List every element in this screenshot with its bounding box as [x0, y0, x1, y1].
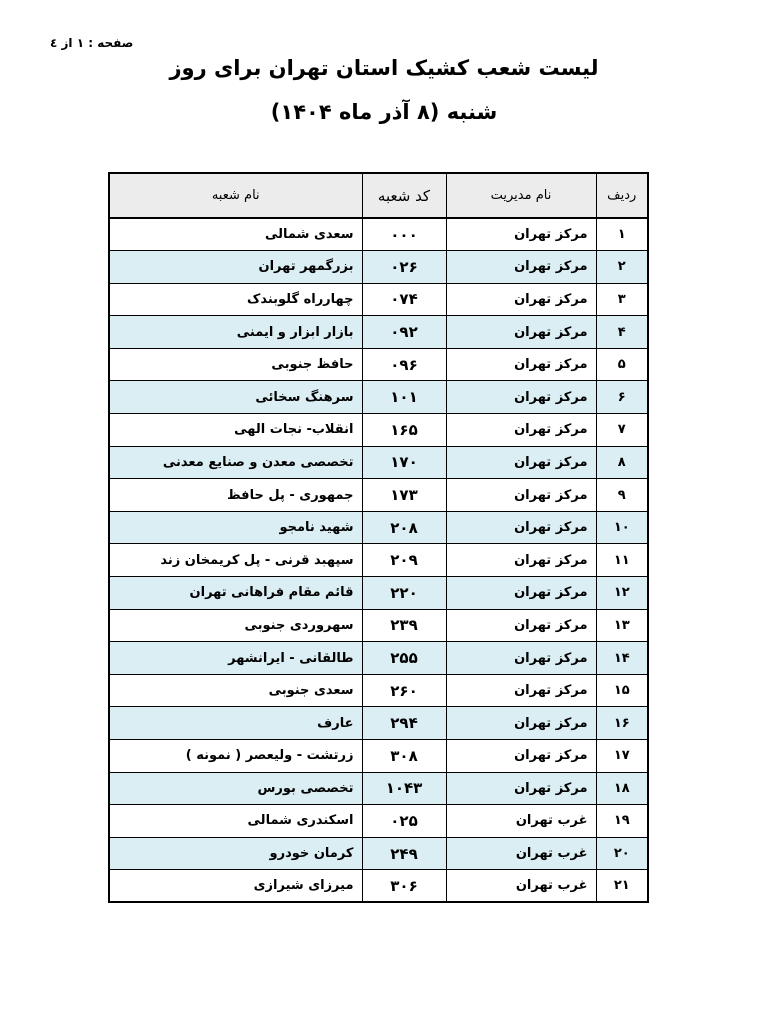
- table-row: [109, 348, 648, 381]
- cell-management: غرب تهران: [446, 870, 596, 903]
- cell-branch-code: ۲۲۰: [362, 577, 446, 610]
- table-row: [109, 870, 648, 903]
- cell-branch-name: چهارراه گلوبندک: [109, 283, 362, 316]
- table-row: [109, 283, 648, 316]
- cell-row-number: ۱۷: [596, 740, 648, 773]
- table-row: [109, 218, 648, 251]
- header-code: کد شعبه: [362, 173, 446, 218]
- cell-branch-code: ۰۲۶: [362, 251, 446, 284]
- cell-row-number: ۸: [596, 446, 648, 479]
- table-row: [109, 544, 648, 577]
- page-subtitle-date: شنبه (۸ آذر ماه ۱۴۰۴): [270, 100, 498, 124]
- cell-management: مرکز تهران: [446, 251, 596, 284]
- cell-branch-code: ۲۰۹: [362, 544, 446, 577]
- cell-branch-name: شهید نامجو: [109, 511, 362, 544]
- cell-row-number: ۲۰: [596, 837, 648, 870]
- cell-management: مرکز تهران: [446, 511, 596, 544]
- cell-branch-name: زرتشت - ولیعصر ( نمونه ): [109, 740, 362, 773]
- cell-row-number: ۶: [596, 381, 648, 414]
- cell-branch-code: ۱۰۱: [362, 381, 446, 414]
- cell-management: مرکز تهران: [446, 381, 596, 414]
- table-row: [109, 740, 648, 773]
- table-row: [109, 707, 648, 740]
- cell-management: مرکز تهران: [446, 446, 596, 479]
- cell-branch-name: اسکندری شمالی: [109, 805, 362, 838]
- table-row: [109, 609, 648, 642]
- cell-row-number: ۱۴: [596, 642, 648, 675]
- cell-management: مرکز تهران: [446, 544, 596, 577]
- cell-row-number: ۲: [596, 251, 648, 284]
- cell-row-number: ۱۶: [596, 707, 648, 740]
- cell-row-number: ۷: [596, 414, 648, 447]
- table-row: [109, 837, 648, 870]
- cell-row-number: ۱۸: [596, 772, 648, 805]
- table-row: [109, 414, 648, 447]
- cell-management: مرکز تهران: [446, 348, 596, 381]
- table-header-row: [109, 173, 648, 218]
- cell-management: غرب تهران: [446, 805, 596, 838]
- cell-row-number: ۲۱: [596, 870, 648, 903]
- cell-branch-name: حافظ جنوبی: [109, 348, 362, 381]
- cell-row-number: ۹: [596, 479, 648, 512]
- table-row: [109, 642, 648, 675]
- branches-table: [108, 172, 649, 903]
- cell-branch-name: میرزای شیرازی: [109, 870, 362, 903]
- cell-management: مرکز تهران: [446, 609, 596, 642]
- cell-management: مرکز تهران: [446, 772, 596, 805]
- cell-management: مرکز تهران: [446, 707, 596, 740]
- cell-branch-name: تخصصی بورس: [109, 772, 362, 805]
- cell-row-number: ۱۲: [596, 577, 648, 610]
- cell-branch-code: ۱۰۴۳: [362, 772, 446, 805]
- table-row: [109, 381, 648, 414]
- cell-row-number: ۴: [596, 316, 648, 349]
- cell-branch-code: ۳۰۸: [362, 740, 446, 773]
- cell-branch-name: سرهنگ سخائی: [109, 381, 362, 414]
- cell-row-number: ۱: [596, 218, 648, 251]
- cell-branch-code: ۲۶۰: [362, 674, 446, 707]
- cell-branch-name: سعدی شمالی: [109, 218, 362, 251]
- cell-row-number: ۱۵: [596, 674, 648, 707]
- cell-branch-name: بازار ابزار و ایمنی: [109, 316, 362, 349]
- cell-branch-name: سعدی جنوبی: [109, 674, 362, 707]
- cell-branch-name: طالقانی - ایرانشهر: [109, 642, 362, 675]
- cell-management: مرکز تهران: [446, 283, 596, 316]
- branches-table-container: [108, 172, 647, 903]
- cell-management: مرکز تهران: [446, 674, 596, 707]
- table-row: [109, 479, 648, 512]
- table-row: [109, 577, 648, 610]
- cell-branch-name: انقلاب- نجات الهی: [109, 414, 362, 447]
- cell-branch-code: ۲۰۸: [362, 511, 446, 544]
- table-row: [109, 805, 648, 838]
- cell-branch-code: ۱۷۰: [362, 446, 446, 479]
- cell-branch-code: ۱۶۵: [362, 414, 446, 447]
- cell-branch-name: بزرگمهر تهران: [109, 251, 362, 284]
- cell-management: مرکز تهران: [446, 414, 596, 447]
- cell-branch-code: ۱۷۳: [362, 479, 446, 512]
- cell-branch-code: ۲۵۵: [362, 642, 446, 675]
- cell-branch-name: تخصصی معدن و صنایع معدنی: [109, 446, 362, 479]
- cell-row-number: ۱۱: [596, 544, 648, 577]
- table-row: [109, 251, 648, 284]
- cell-branch-name: کرمان خودرو: [109, 837, 362, 870]
- cell-row-number: ۵: [596, 348, 648, 381]
- page-number: صفحه : ۱ از ٤: [50, 36, 134, 50]
- cell-branch-name: قائم مقام فراهانی تهران: [109, 577, 362, 610]
- cell-row-number: ۱۳: [596, 609, 648, 642]
- cell-management: مرکز تهران: [446, 577, 596, 610]
- cell-row-number: ۱۹: [596, 805, 648, 838]
- cell-branch-code: ۲۴۹: [362, 837, 446, 870]
- cell-branch-code: ۲۳۹: [362, 609, 446, 642]
- cell-management: مرکز تهران: [446, 642, 596, 675]
- cell-management: مرکز تهران: [446, 316, 596, 349]
- table-row: [109, 446, 648, 479]
- cell-branch-name: عارف: [109, 707, 362, 740]
- cell-branch-code: ۰۲۵: [362, 805, 446, 838]
- page-title: لیست شعب کشیک استان تهران برای روز: [169, 56, 599, 80]
- table-row: [109, 316, 648, 349]
- cell-branch-code: ۰۹۶: [362, 348, 446, 381]
- cell-branch-code: ۲۹۴: [362, 707, 446, 740]
- cell-branch-code: ۳۰۶: [362, 870, 446, 903]
- cell-row-number: ۳: [596, 283, 648, 316]
- cell-branch-code: ۰۹۲: [362, 316, 446, 349]
- cell-management: مرکز تهران: [446, 218, 596, 251]
- table-row: [109, 511, 648, 544]
- cell-branch-name: سهروردی جنوبی: [109, 609, 362, 642]
- cell-branch-code: ۰۰۰: [362, 218, 446, 251]
- cell-management: غرب تهران: [446, 837, 596, 870]
- cell-branch-name: سپهبد قرنی - پل کریمخان زند: [109, 544, 362, 577]
- cell-management: مرکز تهران: [446, 479, 596, 512]
- header-branch: نام شعبه: [109, 173, 362, 218]
- header-management: نام مدیریت: [446, 173, 596, 218]
- cell-row-number: ۱۰: [596, 511, 648, 544]
- cell-branch-name: جمهوری - پل حافظ: [109, 479, 362, 512]
- cell-branch-code: ۰۷۴: [362, 283, 446, 316]
- table-row: [109, 772, 648, 805]
- table-row: [109, 674, 648, 707]
- header-row-number: ردیف: [596, 173, 648, 218]
- cell-management: مرکز تهران: [446, 740, 596, 773]
